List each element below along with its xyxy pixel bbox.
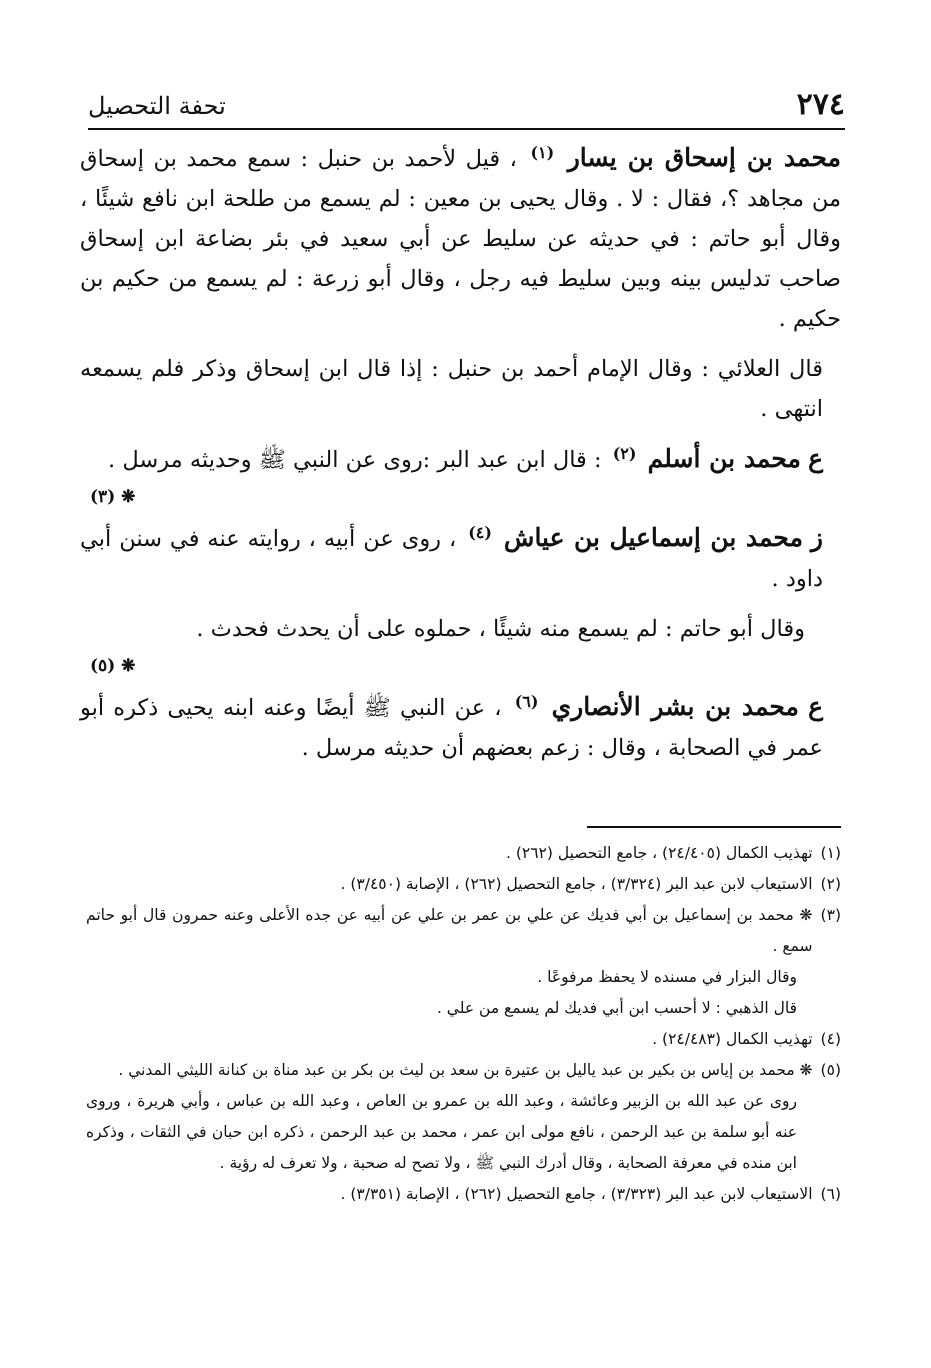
main-text xyxy=(80,138,841,778)
page-header xyxy=(88,72,845,130)
narrator-name: محمد بن أسلم xyxy=(647,444,801,473)
narrator-name: محمد بن إسحاق بن يسار xyxy=(567,143,841,172)
footnote-number: (٥) xyxy=(820,1061,841,1079)
footnote-2 xyxy=(86,869,841,900)
footnote-number: (١) xyxy=(820,844,841,862)
footnote-ref: (٤) xyxy=(468,522,492,542)
footnote-text: وقال البزار في مسنده لا يحفظ مرفوعًا . xyxy=(537,968,797,986)
footnote-number: (٣) xyxy=(820,906,841,924)
footnote-number: (٢) xyxy=(820,875,841,893)
footnote-number: (٦) xyxy=(820,1185,841,1203)
footnote-separator xyxy=(587,826,841,828)
entry-text: ، عن النبي ﷺ أيضًا وعنه ابنه يحيى ذكره أبو عمر في الصحابة ، وقال : زعم بعضهم أن حديثه مرسل . xyxy=(80,695,823,761)
entry-abu-hatim-note xyxy=(80,609,841,649)
footnote-5 xyxy=(86,1055,841,1086)
page-number: ٢٧٤ xyxy=(796,87,845,122)
footnote-ref: (١) xyxy=(530,142,555,162)
rijal-symbol: ع xyxy=(808,444,823,473)
entry-ibn-ishaq xyxy=(80,138,841,339)
footnote-4 xyxy=(86,1024,841,1055)
entry-ibn-ayyash xyxy=(80,518,841,599)
footnote-3-continued xyxy=(86,962,841,993)
footnote-text: روى عن عبد الله بن الزبير وعائشة ، وعبد الله بن عمرو بن العاص ، وعبد الله بن عباس ، وأبي هريرة ، وروى عنه أبو سلمة بن عبد الرحمن ، نافع مولى ابن عمر ، محمد بن عبد الرحمن ، ذكره ابن حبان في الثقات ، وذكره ابن منده في معرفة الصحابة ، وقال أدرك النبي ﷺ ، ولا تصح له صحبة ، ولا تعرف له رؤية . xyxy=(86,1092,797,1172)
narrator-name: محمد بن إسماعيل بن عياش xyxy=(503,523,803,552)
footnote-text: تهذيب الكمال (٢٤/٤٠٥) ، جامع التحصيل (٢٦٢) . xyxy=(505,844,813,862)
asterisk-footnote-mark: ❋ (٥) xyxy=(90,656,136,676)
entry-ibn-bishr xyxy=(80,687,841,768)
footnote-ref: (٦) xyxy=(514,691,539,711)
footnote-number: (٤) xyxy=(820,1030,841,1048)
asterisk-footnote-mark: ❋ (٣) xyxy=(90,487,136,507)
entry-alalai-note xyxy=(80,349,841,429)
footnote-1 xyxy=(86,838,841,869)
footnote-text: ❋ محمد بن إياس بن بكير بن عبد ياليل بن عتيرة بن سعد بن ليث بن بكر بن عبد مناة بن كنانة الليثي المدني . xyxy=(118,1061,813,1079)
footnote-text: ❋ محمد بن إسماعيل بن أبي فديك عن علي بن عمر بن علي عن أبيه عن جده الأعلى وعنه حمرون قال أبو حاتم سمع . xyxy=(86,906,813,955)
entry-text: ، روى عن أبيه ، روايته عنه في سنن أبي داود . xyxy=(80,526,823,592)
footnote-5-continued xyxy=(86,1086,841,1179)
footnote-text: قال الذهبي : لا أحسب ابن أبي فديك لم يسمع من علي . xyxy=(436,999,797,1017)
footnotes xyxy=(86,838,841,1210)
entry-ibn-aslam xyxy=(80,439,841,480)
narrator-name: محمد بن بشر الأنصاري xyxy=(551,692,799,721)
footnote-text: الاستيعاب لابن عبد البر (٣/٣٢٣) ، جامع التحصيل (٢٦٢) ، الإصابة (٣/٣٥١) . xyxy=(340,1185,813,1203)
entry-text: قال العلائي : وقال الإمام أحمد بن حنبل : إذا قال ابن إسحاق وذكر فلم يسمعه انتهى . xyxy=(80,356,823,422)
footnote-text: تهذيب الكمال (٢٤/٤٨٣) . xyxy=(652,1030,813,1048)
entry-text: : قال ابن عبد البر :روى عن النبي ﷺ وحديثه مرسل . xyxy=(108,447,602,473)
footnote-6 xyxy=(86,1179,841,1210)
entry-text: ، قيل لأحمد بن حنبل : سمع محمد بن إسحاق من مجاهد ؟، فقال : لا . وقال يحيى بن معين : لم يسمع من طلحة ابن نافع شيئًا ، وقال أبو حاتم : في حديثه عن سليط عن أبي سعيد في بئر بضاعة ابن إسحاق صاحب تدليس بينه وبين سليط فيه رجل ، وقال أبو زرعة : لم يسمع من حكيم بن حكيم . xyxy=(80,146,841,332)
running-title: تحفة التحصيل xyxy=(88,92,226,120)
footnote-ref: (٢) xyxy=(612,443,637,463)
rijal-symbol: ع xyxy=(808,692,824,721)
entry-text: وقال أبو حاتم : لم يسمع منه شيئًا ، حملوه على أن يحدث فحدث . xyxy=(196,616,805,642)
footnote-3 xyxy=(86,900,841,962)
rijal-symbol: ز xyxy=(810,523,823,552)
footnote-3-continued xyxy=(86,993,841,1024)
footnote-text: الاستيعاب لابن عبد البر (٣/٣٢٤) ، جامع التحصيل (٢٦٢) ، الإصابة (٣/٤٥٠) . xyxy=(340,875,813,893)
